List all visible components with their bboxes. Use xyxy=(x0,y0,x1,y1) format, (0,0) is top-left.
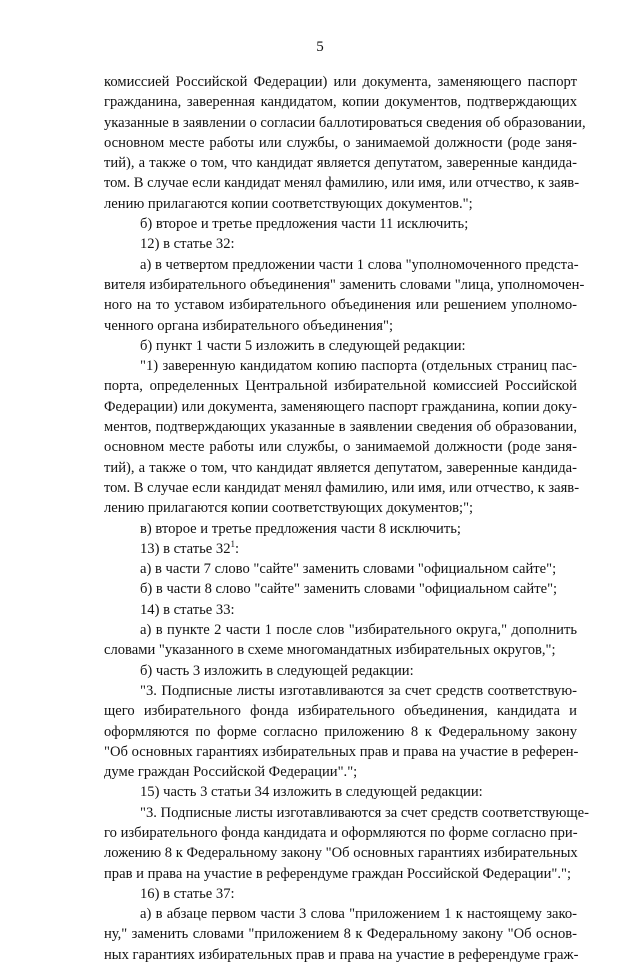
text-line-content: "3. Подписные листы изготавливаются за счет средств соответствую- xyxy=(140,682,577,699)
text-line-content: ложению 8 к Федеральному закону "Об основных гарантиях избирательных xyxy=(104,845,578,862)
page-number: 5 xyxy=(316,39,324,55)
text-line xyxy=(104,620,577,640)
text-line xyxy=(104,356,577,376)
text-line-content: щего избирательного фонда избирательного объединения, кандидата и xyxy=(104,703,577,720)
text-line xyxy=(104,803,589,823)
text-line-content: лению прилагаются копии соответствующих документов;"; xyxy=(104,500,474,517)
text-line-content: указанные в заявлении о согласии баллотироваться сведения об образовании, xyxy=(104,114,586,131)
text-line-content: а) в четвертом предложении части 1 слова "уполномоченного предста- xyxy=(140,256,579,273)
text-line-content: б) второе и третье предложения части 11 исключить; xyxy=(140,216,469,233)
text-line xyxy=(104,945,577,965)
text-line xyxy=(104,113,586,133)
text-line-content: Федерации) или документа, заменяющего паспорт гражданина, копии доку- xyxy=(104,398,577,415)
text-line-content: тий), а также о том, что кандидат является депутатом, заверенные кандида- xyxy=(104,459,577,476)
text-line-content: "Об основных гарантиях избирательных прав и права на участие в референ- xyxy=(104,743,579,760)
text-line xyxy=(104,904,577,924)
text-line-content: б) часть 3 изложить в следующей редакции: xyxy=(140,662,414,679)
text-line xyxy=(104,133,577,153)
text-line xyxy=(104,843,577,863)
text-line xyxy=(104,397,577,417)
text-line-content: ну," заменить словами "приложением 8 к Федеральному закону "Об основ- xyxy=(104,926,577,943)
text-line-content: том. В случае если кандидат менял фамилию, или имя, или отчество, к заяв- xyxy=(104,479,580,496)
text-line-content: прав и права на участие в референдуме граждан Российской Федерации"."; xyxy=(104,865,572,882)
text-line-content: лению прилагаются копии соответствующих документов."; xyxy=(104,195,473,212)
text-line xyxy=(104,478,580,498)
text-line xyxy=(104,498,577,518)
text-line xyxy=(104,173,580,193)
superscript: 1 xyxy=(230,538,236,549)
text-line-content: основном месте работы или службы, о занимаемой должности (роде заня- xyxy=(104,134,577,151)
text-line-content: основном месте работы или службы, о занимаемой должности (роде заня- xyxy=(104,439,577,456)
text-line-content: ченного органа избирательного объединения"; xyxy=(104,317,394,334)
text-line xyxy=(104,336,577,356)
text-line xyxy=(104,722,577,742)
text-line-content: вителя избирательного объединения" заменить словами "лица, уполномочен- xyxy=(104,276,585,293)
text-line xyxy=(104,458,577,478)
text-line-content: "1) заверенную кандидатом копию паспорта (отдельных страниц пас- xyxy=(140,358,577,375)
text-line-content: го избирательного фонда кандидата и оформляются по форме согласно при- xyxy=(104,824,578,841)
text-line xyxy=(104,864,577,884)
text-line-content: думе граждан Российской Федерации"."; xyxy=(104,764,358,781)
text-line-content: словами "указанного в схеме многомандатных избирательных округов,"; xyxy=(104,642,556,659)
text-line xyxy=(104,640,577,660)
text-line xyxy=(104,924,577,944)
text-line-content: тий), а также о том, что кандидат является депутатом, заверенные кандида- xyxy=(104,155,577,172)
text-line xyxy=(104,376,577,396)
text-line-content: гражданина, заверенная кандидатом, копии документов, подтверждающих xyxy=(104,94,577,111)
text-line xyxy=(104,762,577,782)
text-line xyxy=(104,681,577,701)
text-line xyxy=(104,600,577,620)
text-line-content: 13) в статье 32 xyxy=(140,540,231,557)
text-line-content: порта, определенных Центральной избирательной комиссией Российской xyxy=(104,378,577,395)
text-line xyxy=(104,194,577,214)
text-line xyxy=(104,437,577,457)
text-line-content: ментов, подтверждающих указанные в заявлении сведения об образовании, xyxy=(104,419,577,436)
text-line xyxy=(104,823,577,843)
text-line xyxy=(104,275,585,295)
text-line xyxy=(104,295,577,315)
text-line-content: ного на то уставом избирательного объединения или решением уполномо- xyxy=(104,297,577,314)
text-line xyxy=(104,579,577,599)
text-line xyxy=(104,782,577,802)
text-line xyxy=(104,316,577,336)
text-line xyxy=(104,214,577,234)
text-line xyxy=(104,92,577,112)
text-line-content: ных гарантиях избирательных прав и права на участие в референдуме граж- xyxy=(104,946,579,963)
text-line xyxy=(104,559,577,579)
text-line-content: том. В случае если кандидат менял фамилию, или имя, или отчество, к заяв- xyxy=(104,175,580,192)
text-line-suffix: : xyxy=(235,540,240,557)
text-line xyxy=(104,661,577,681)
document-body xyxy=(104,72,589,965)
text-line xyxy=(104,701,577,721)
text-line xyxy=(104,519,577,539)
text-line xyxy=(104,417,577,437)
text-line xyxy=(104,884,577,904)
text-line-content: в) второе и третье предложения части 8 исключить; xyxy=(140,520,461,537)
text-line-content: а) в части 7 слово "сайте" заменить словами "официальном сайте"; xyxy=(140,561,557,578)
text-line-content: а) в пункте 2 части 1 после слов "избирательного округа," дополнить xyxy=(140,622,577,639)
text-line xyxy=(104,742,577,762)
text-line-content: "3. Подписные листы изготавливаются за счет средств соответствующе- xyxy=(140,804,589,821)
text-line xyxy=(104,539,577,559)
text-line-content: 12) в статье 32: xyxy=(140,236,235,253)
text-line xyxy=(104,153,577,173)
text-line-content: комиссией Российской Федерации) или документа, заменяющего паспорт xyxy=(104,74,577,90)
text-line xyxy=(104,255,577,275)
text-line xyxy=(104,234,577,254)
text-line-content: 15) часть 3 статьи 34 изложить в следующей редакции: xyxy=(140,784,483,801)
text-line-content: б) пункт 1 части 5 изложить в следующей редакции: xyxy=(140,337,466,354)
text-line-content: а) в абзаце первом части 3 слова "приложением 1 к настоящему зако- xyxy=(140,906,577,923)
text-line-content: б) в части 8 слово "сайте" заменить словами "официальном сайте"; xyxy=(140,581,558,598)
text-line-content: 16) в статье 37: xyxy=(140,885,235,902)
text-line-content: оформляются по форме согласно приложению 8 к Федеральному закону xyxy=(104,723,577,740)
text-line-content: 14) в статье 33: xyxy=(140,601,235,618)
text-line xyxy=(104,72,577,92)
